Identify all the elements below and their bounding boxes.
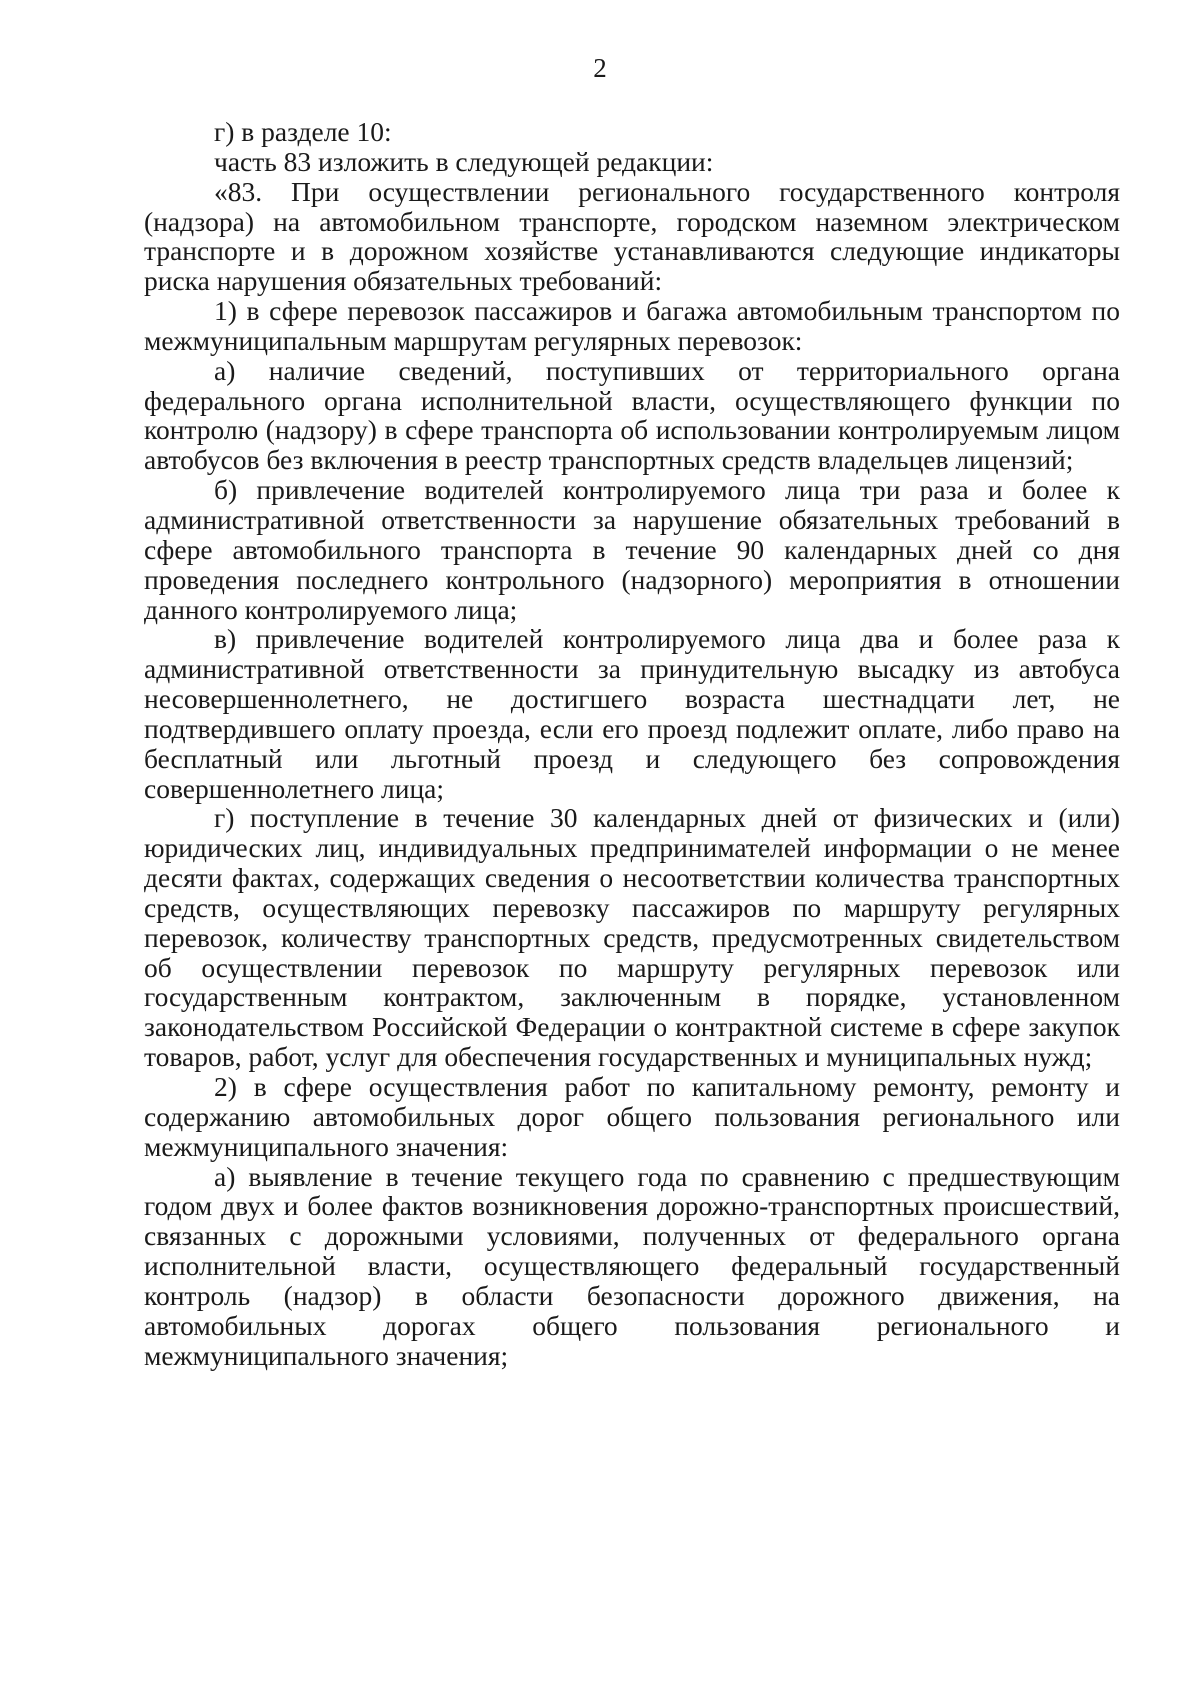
paragraph-item-2a: а) выявление в течение текущего года по сравнению с предшествующим годом двух и более фактов возникновения дорожно-транспортных происшествий, связанных с дорожными условиями, полученных от федерального органа исполнительной власти, осуществляющего федеральный государственный контроль (надзор) в области безопасности дорожного движения, на автомобильных дорогах общего пользования регионального и межмуниципального значения; — [144, 1160, 1120, 1371]
document-body — [144, 117, 1120, 1370]
paragraph-item-1: 1) в сфере перевозок пассажиров и багажа автомобильным транспортом по межмуниципальным маршрутам регулярных перевозок: — [144, 295, 1120, 356]
page-number: 2 — [593, 53, 607, 83]
paragraph-part-83: «83. При осуществлении регионального государственного контроля (надзора) на автомобильном транспорте, городском наземном электрическом транспорте и в дорожном хозяйстве устанавливаются следующие индикаторы риска нарушения обязательных требований: — [144, 175, 1120, 297]
paragraph-item-1b: б) привлечение водителей контролируемого лица три раза и более к административной ответственности за нарушение обязательных требований в сфере автомобильного транспорта в течение 90 календарных дней со дня проведения последнего контрольного (надзорного) мероприятия в отношении данного контролируемого лица; — [144, 474, 1120, 625]
paragraph-amendment-instruction: часть 83 изложить в следующей редакции: — [214, 145, 714, 177]
paragraph-section-heading: г) в разделе 10: — [214, 116, 392, 147]
paragraph-item-1v: в) привлечение водителей контролируемого лица два и более раза к административной ответственности за принудительную высадку из автобуса несовершеннолетнего, не достигшего возраста шестнадцати лет, не подтвердившего оплату проезда, если его проезд подлежит оплате, либо право на бесплатный или льготный проезд и следующего без сопровождения совершеннолетнего лица; — [144, 623, 1120, 804]
paragraph-item-1g: г) поступление в течение 30 календарных дней от физических и (или) юридических лиц, индивидуальных предпринимателей информации о не менее десяти фактах, содержащих сведения о несоответствии количества транспортных средств, осуществляющих перевозку пассажиров по маршруту регулярных перевозок, количеству транспортных средств, предусмотренных свидетельством об осуществлении перевозок по маршруту регулярных перевозок или государственным контрактом, заключенным в порядке, установленном законодательством Российской Федерации о контрактной системе в сфере закупок товаров, работ, услуг для обеспечения государственных и муниципальных нужд; — [144, 802, 1120, 1073]
paragraph-item-2: 2) в сфере осуществления работ по капитальному ремонту, ремонту и содержанию автомобильных дорог общего пользования регионального или межмуниципального значения: — [144, 1071, 1120, 1162]
paragraph-item-1a: а) наличие сведений, поступивших от территориального органа федерального органа исполнительной власти, осуществляющего функции по контролю (надзору) в сфере транспорта об использовании контролируемым лицом автобусов без включения в реестр транспортных средств владельцев лицензий; — [144, 354, 1120, 476]
